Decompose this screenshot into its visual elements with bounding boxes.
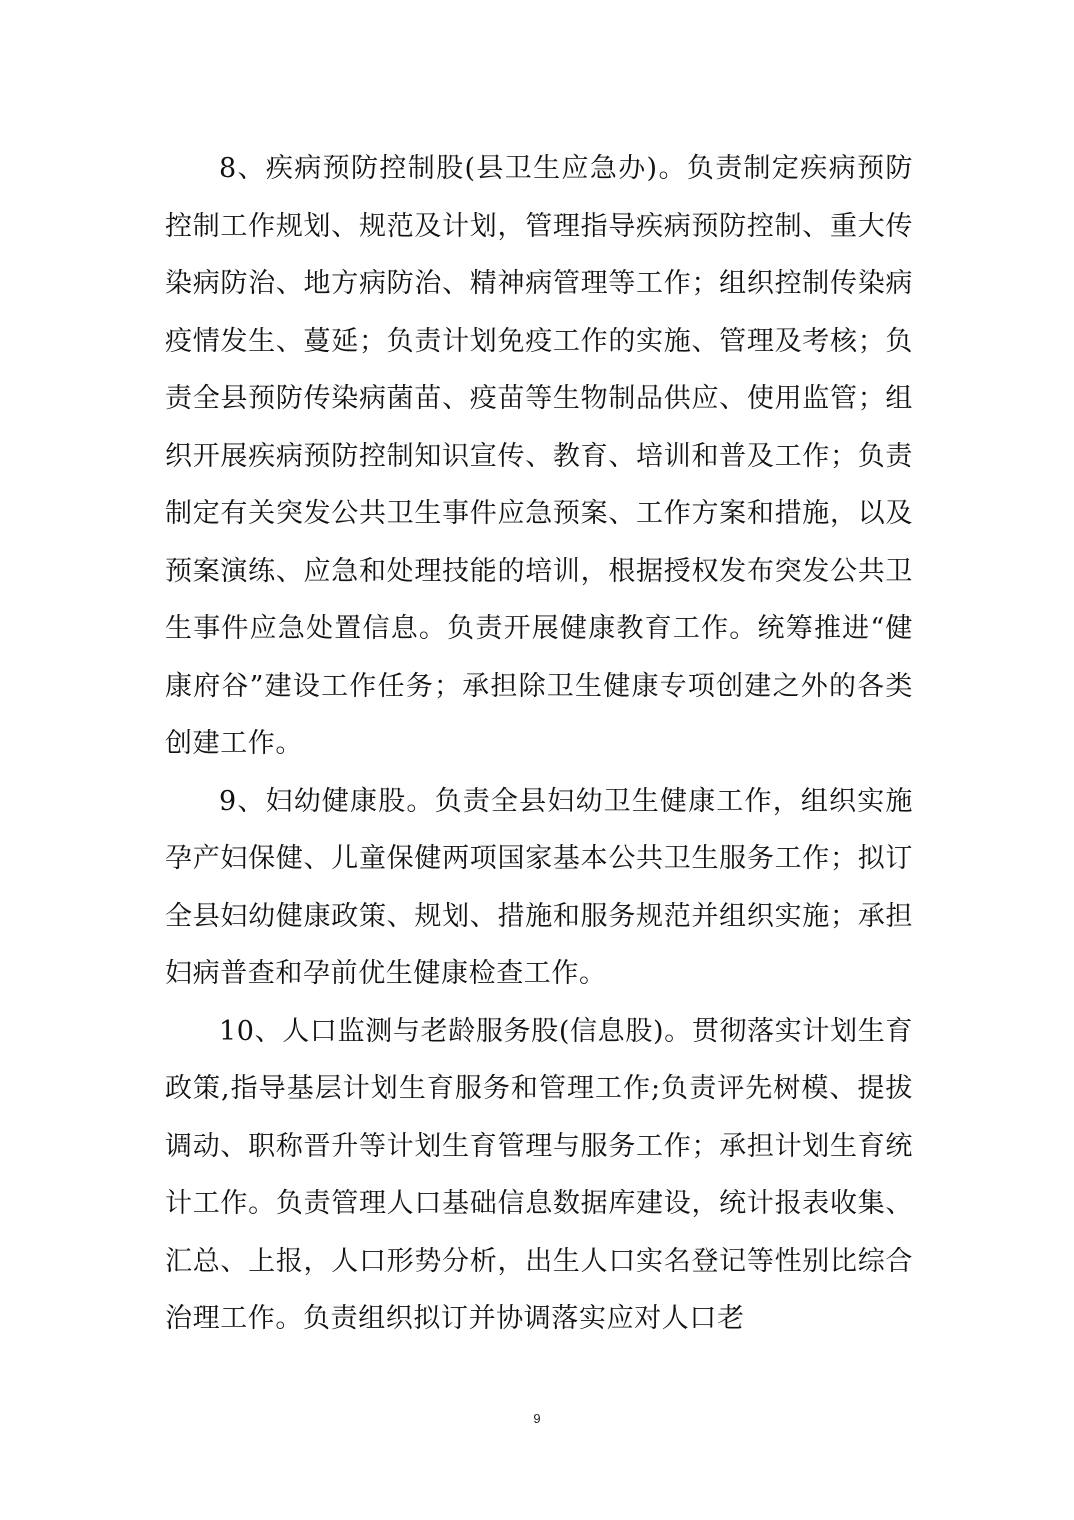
paragraph-disease-control: 8、疾病预防控制股(县卫生应急办)。负责制定疾病预防控制工作规划、规范及计划，管理指导疾病预防控制、重大传染病防治、地方病防治、精神病管理等工作；组织控制传染病疫情发生、蔓延；负责计划免疫工作的实施、管理及考核；负责全县预防传染病菌苗、疫苗等生物制品供应、使用监管；组织开展疾病预防控制知识宣传、教育、培训和普及工作；负责制定有关突发公共卫生事件应急预案、工作方案和措施，以及预案演练、应急和处理技能的培训，根据授权发布突发公共卫生事件应急处置信息。负责开展健康教育工作。统筹推进“健康府谷”建设工作任务；承担除卫生健康专项创建之外的各类创建工作。: [165, 153, 913, 759]
paragraph-maternal-child-health: 9、妇幼健康股。负责全县妇幼卫生健康工作，组织实施孕产妇保健、儿童保健两项国家基本公共卫生服务工作；拟订全县妇幼健康政策、规划、措施和服务规范并组织实施；承担妇病普查和孕前优生健康检查工作。: [165, 785, 913, 989]
paragraph-population-monitoring: 10、人口监测与老龄服务股(信息股)。贯彻落实计划生育政策,指导基层计划生育服务和管理工作;负责评先树模、提拔调动、职称晋升等计划生育管理与服务工作；承担计划生育统计工作。负责管理人口基础信息数据库建设，统计报表收集、汇总、上报，人口形势分析，出生人口实名登记等性别比综合治理工作。负责组织拟订并协调落实应对人口老: [165, 1015, 913, 1334]
body-text: [165, 140, 913, 1348]
page-number: 9: [533, 1411, 541, 1426]
